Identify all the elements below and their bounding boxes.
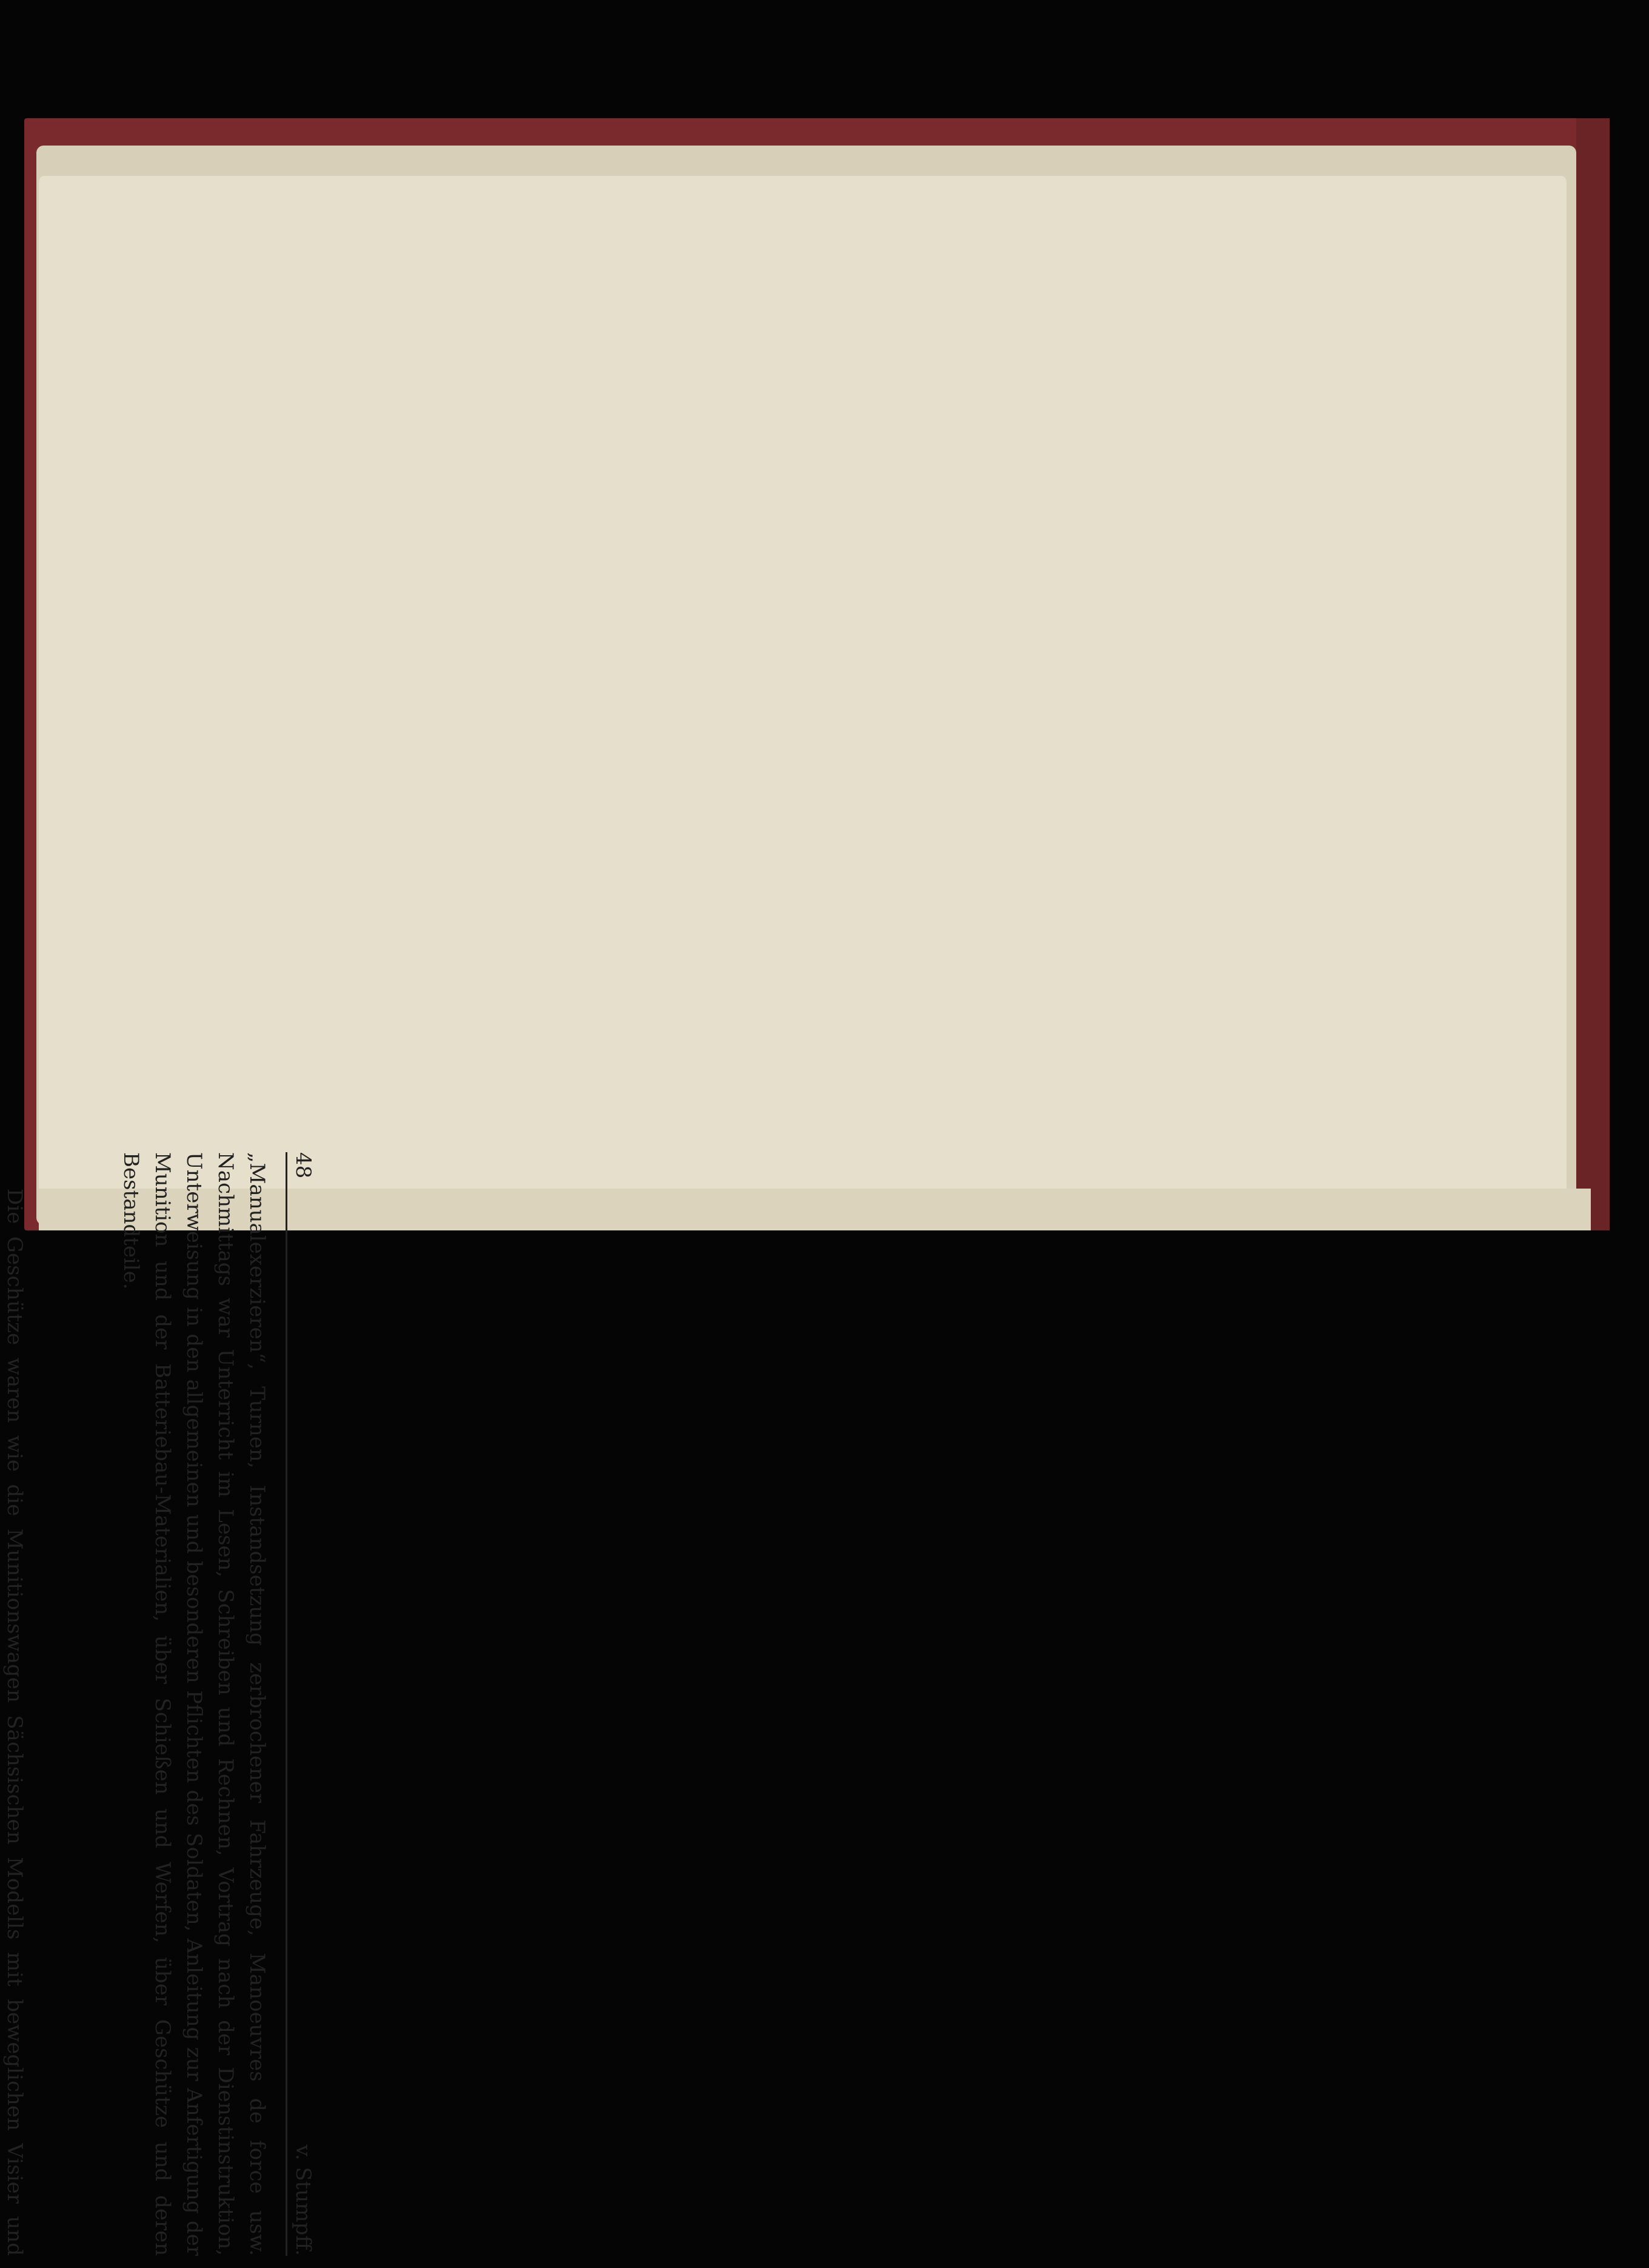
page-text-block xyxy=(0,1140,315,2268)
paragraph-1: „Manualexerzieren“, Turnen, Instandsetzung zerbrochener Fahrzeuge, Manoeuvres de force usw. Nachmittags war Unterricht im Lesen, Schreiben und Rechnen, Vortrag nach der Dienstinstruktion, Unterweisung in den allgemeinen und besonderen Pflichten des Soldaten, Anleitung zur Anfertigung der Munition und der Batteriebau-Materialien, über Schießen und Werfen, über Geschütze und deren Bestandteile. xyxy=(119,1152,269,2256)
paragraph-2: Die Geschütze waren wie die Munitionswagen Sächsischen Modells mit beweglichen Visier und xyxy=(2,1189,27,2256)
page-header xyxy=(286,1152,315,2256)
book-spine-edge xyxy=(1576,118,1610,1230)
page-number: 48 xyxy=(291,1152,315,1179)
rotated-page-content xyxy=(2,1140,1455,2268)
running-head: v. Stumpff. xyxy=(291,2144,315,2256)
book-page xyxy=(39,176,1567,1230)
